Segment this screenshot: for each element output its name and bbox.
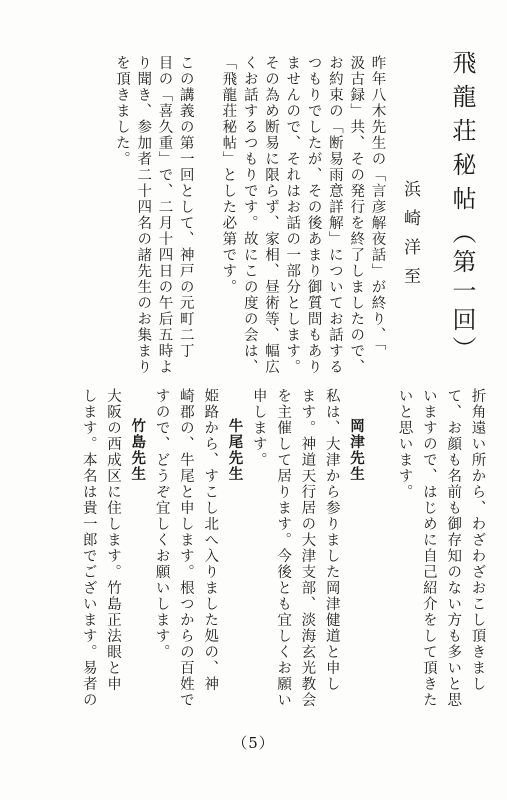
text-column: つもりでしたが、その後あまり御質問もあり [305,55,322,375]
text-column: を頂きました。 [113,55,130,167]
text-column: くお話するつもりです。故にこの度の会は、 [241,55,258,375]
text-column: その為め断易に限らず、家相、昼術等、幅広 [263,55,279,375]
text-column: この講義の第一回として、神戸の元町二丁 [177,55,194,359]
author-name: 浜崎洋至 [400,180,420,296]
speaker-heading: 竹島先生 [129,418,146,482]
text-column: すので、どうぞ宜しくお願いします。 [153,388,170,660]
text-column: 崎郡の、牛尾と申します。根つからの百姓で [177,388,194,708]
text-column: て、お顔も名前も御存知のない方も多いと思 [445,388,462,708]
text-column: 大阪の西成区に住します。竹島正法眼と申 [105,388,121,692]
speaker-heading: 牛尾先生 [226,418,243,482]
page-number: （5） [232,734,275,752]
speaker-heading: 岡津先生 [348,418,364,482]
text-column: 私は、大津から参りました岡津健道と申し [323,388,340,692]
text-column: 姫路から、すこし北へ入りました処の、神 [202,388,219,692]
title-subtitle: （第一回） [448,220,476,365]
text-column: いますので、はじめに自己紹介をして頂きた [420,388,437,708]
text-column: り聞き、参加者二十四名の諸先生のお集まり [135,55,152,375]
text-column: します。本名は貴一郎でございます。易者の [80,388,97,708]
article-title [450,50,474,365]
text-column: ます。神道天行居の大津支部、淡海玄光教会 [299,388,316,708]
text-column: ませんので、それはお話の一部分とします。 [284,55,301,375]
text-column: 汲古録」共、その発行を終了しましたので、 [348,55,365,375]
text-column: 昨年八木先生の「言彦解夜話」が終り、「 [369,55,386,352]
title-main: 飛龍荘秘帖 [448,50,476,220]
text-column: お約束の「断易雨意詳解」についてお話する [326,55,343,375]
text-column: 目の「喜久重」で、二月十四日の午后五時よ [156,55,173,375]
text-column: を主催して居ります。今後とも宜しくお願い [275,388,292,708]
text-column: 「飛龍荘秘帖」とした必第です。 [220,55,237,295]
text-column: 折角遠い所から、わざわざおこし頂きまし [469,388,486,692]
text-column: 申します。 [250,388,267,468]
text-column: いと思います。 [396,388,413,500]
